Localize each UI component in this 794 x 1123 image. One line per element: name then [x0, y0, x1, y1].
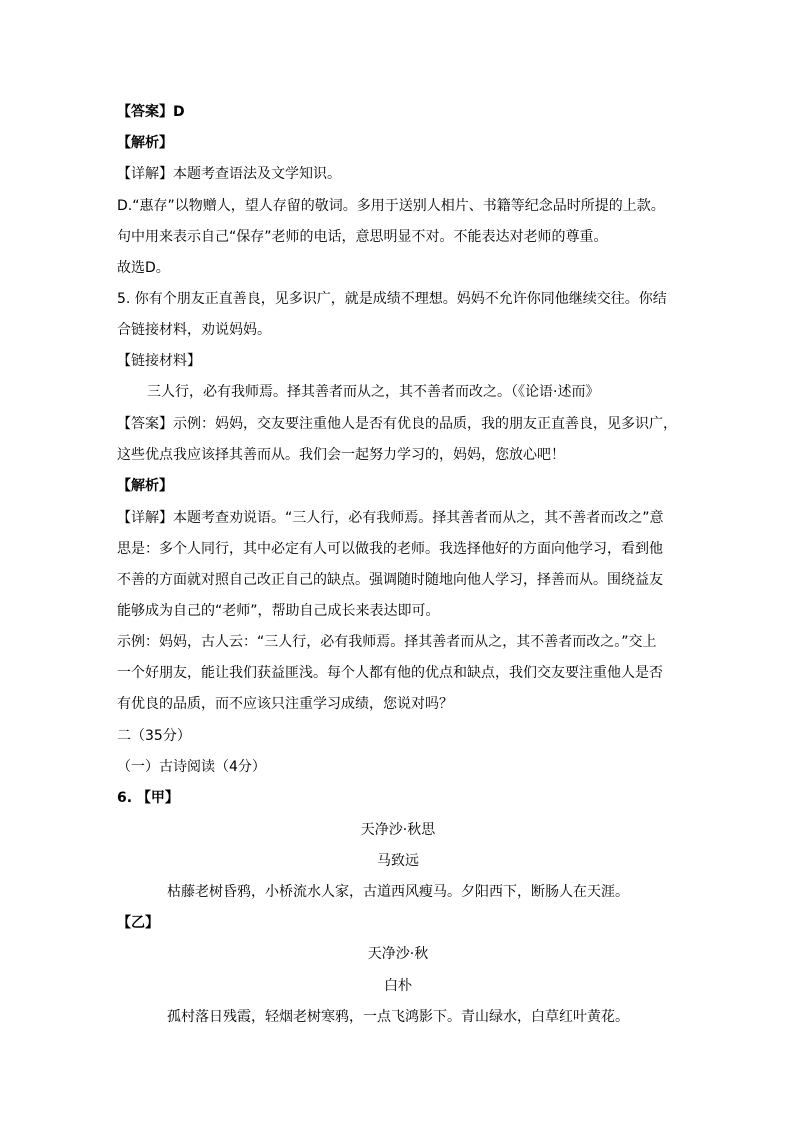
section2-subtitle: （一）古诗阅读（4分）: [117, 759, 266, 775]
q5-example-3: 有优良的品质，而不应该只注重学习成绩，您说对吗？: [117, 696, 453, 712]
poem-b-text: 孤村落日残霞，轻烟老树寒鸦，一点飞鸿影下。青山绿水，白草红叶黄花。: [167, 1009, 629, 1025]
q5-detail-4: 能够成为自己的“老师”，帮助自己成长来表达即可。: [117, 603, 440, 619]
q4-conclusion: 故选D。: [117, 260, 170, 276]
q5-material-heading: 【链接材料】: [117, 353, 201, 369]
section2-title: 二（35分）: [117, 728, 191, 744]
q5-detail-1: 【详解】本题考查劝说语。“三人行，必有我师焉。择其善者而从之，其不善者而改之”意: [117, 510, 664, 526]
q5-question-2: 合链接材料，劝说妈妈。: [117, 322, 271, 338]
q5-example-2: 一个好朋友，能让我们获益匪浅。每个人都有他的优点和缺点，我们交友要注重他人是否: [117, 665, 663, 681]
poem-a-author: 马致远: [377, 853, 419, 869]
poem-a-title: 天净沙·秋思: [360, 822, 436, 838]
poem-b-title: 天净沙·秋: [367, 946, 429, 962]
q5-question-1: 5. 你有个朋友正直善良，见多识广，就是成绩不理想。妈妈不允许你同他继续交往。你结: [117, 291, 667, 307]
q6-label: 6. 【甲】: [117, 790, 179, 806]
q4-detail: 【详解】本题考查语法及文学知识。: [117, 166, 341, 182]
q5-detail-3: 不善的方面就对照自己改正自己的缺点。强调随时随地向他人学习，择善而从。围绕益友: [117, 572, 663, 588]
q5-analysis-heading: 【解析】: [117, 478, 173, 494]
q5-answer-1: 【答案】示例：妈妈，交友要注重他人是否有优良的品质，我的朋友正直善良，见多识广，: [117, 416, 677, 432]
q4-answer: 【答案】D: [117, 104, 185, 120]
q4-explain-2: 句中用来表示自己“保存”老师的电话，意思明显不对。不能表达对老师的尊重。: [117, 229, 608, 245]
poem-a-text: 枯藤老树昏鸦，小桥流水人家，古道西风瘦马。夕阳西下，断肠人在天涯。: [167, 884, 629, 900]
q5-detail-2: 思是：多个人同行，其中必定有人可以做我的老师。我选择他好的方面向他学习，看到他: [117, 541, 663, 557]
poem-b-author: 白朴: [384, 978, 412, 994]
q6-label-b: 【乙】: [117, 915, 159, 931]
q5-example-1: 示例：妈妈，古人云：“三人行，必有我师焉。择其善者而从之，其不善者而改之。”交上: [117, 634, 657, 650]
q5-answer-2: 这些优点我应该择其善而从。我们会一起努力学习的，妈妈，您放心吧！: [117, 447, 565, 463]
q4-analysis-heading: 【解析】: [117, 135, 173, 151]
q5-material-text: 三人行，必有我师焉。择其善者而从之，其不善者而改之。（《论语·述而》: [147, 384, 600, 400]
q4-explain-1: D.“惠存”以物赠人，望人存留的敬词。多用于送别人相片、书籍等纪念品时所提的上款。: [117, 198, 665, 214]
